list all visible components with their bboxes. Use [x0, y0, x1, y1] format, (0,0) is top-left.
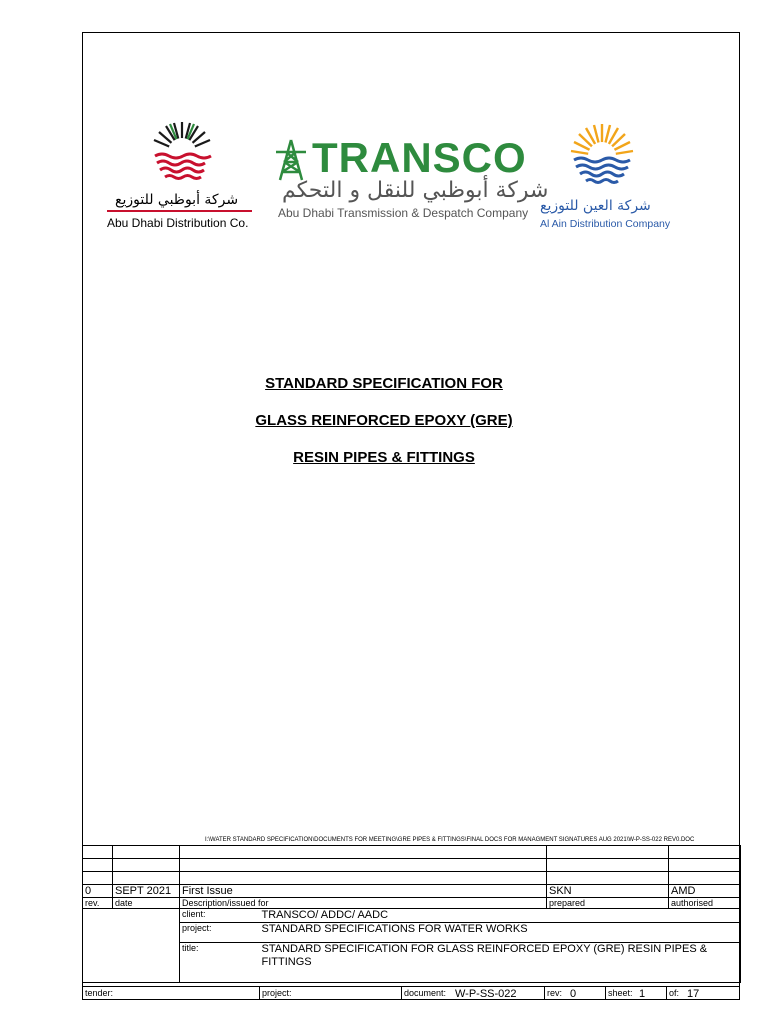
- document-title-line-1: STANDARD SPECIFICATION FOR: [265, 375, 503, 392]
- description-value: First Issue: [180, 885, 547, 898]
- description-header: Description/issued for: [180, 898, 547, 909]
- title-value-line-1: STANDARD SPECIFICATION FOR GLASS REINFORCED EPOXY (GRE) RESIN PIPES &: [261, 943, 708, 955]
- addc-emblem-icon: [147, 118, 217, 188]
- footer-separator: [544, 987, 545, 999]
- date-value: SEPT 2021: [113, 885, 180, 898]
- rev-label: rev:: [547, 988, 563, 998]
- empty-revision-row: [83, 859, 741, 872]
- tender-label: tender:: [85, 988, 114, 998]
- title-value-line-2: FITTINGS: [261, 956, 312, 968]
- footer-strip: [82, 986, 740, 1000]
- document-label: document:: [404, 988, 447, 998]
- revision-row: [83, 885, 741, 898]
- document-number: W-P-SS-022: [455, 988, 517, 1000]
- prepared-value: SKN: [547, 885, 669, 898]
- title-row: [83, 943, 741, 983]
- authorised-header: authorised: [669, 898, 741, 909]
- aadc-arabic-name: شركة العين للتوزيع: [540, 198, 651, 214]
- title-block-table: [82, 845, 741, 983]
- footer-separator: [666, 987, 667, 999]
- sheet-number: 1: [639, 988, 646, 1000]
- empty-revision-row: [83, 872, 741, 885]
- file-path: I:\WATER STANDARD SPECIFICATION\DOCUMENTS FOR MEETING\GRE PIPES & FITTINGS\FINAL DOCS FOR MANAGMENT SIGNATURES AUG 2021\W-P-SS-022 REV0.DOC: [205, 837, 695, 843]
- transco-arabic-name: شركة أبوظبي للنقل و التحكم: [282, 178, 549, 203]
- footer-separator: [259, 987, 260, 999]
- document-title-line-2: GLASS REINFORCED EPOXY (GRE): [255, 412, 513, 429]
- total-sheets: 17: [687, 988, 700, 1000]
- empty-revision-row: [83, 846, 741, 859]
- client-label: client:: [180, 909, 260, 923]
- transco-english-name: Abu Dhabi Transmission & Despatch Company: [278, 206, 529, 220]
- addc-logo: [107, 118, 257, 233]
- transmission-tower-icon: [274, 138, 308, 182]
- aadc-logo: [538, 120, 678, 235]
- addc-arabic-name: شركة أبوظبي للتوزيع: [115, 192, 239, 208]
- project-value: STANDARD SPECIFICATIONS FOR WATER WORKS: [260, 923, 741, 943]
- addc-divider: [107, 210, 252, 212]
- revision-header-row: [83, 898, 741, 909]
- prepared-header: prepared: [547, 898, 669, 909]
- footer-separator: [401, 987, 402, 999]
- of-label: of:: [669, 988, 680, 998]
- authorised-value: AMD: [669, 885, 741, 898]
- title-label: title:: [180, 943, 260, 983]
- footer-project-label: project:: [262, 988, 292, 998]
- transco-logo: [272, 134, 549, 226]
- document-title-line-3: RESIN PIPES & FITTINGS: [293, 449, 475, 466]
- transco-name: TRANSCO: [312, 134, 527, 181]
- sheet-label: sheet:: [608, 988, 633, 998]
- footer-separator: [605, 987, 606, 999]
- rev-header: rev.: [83, 898, 113, 909]
- aadc-english-name: Al Ain Distribution Company: [540, 218, 671, 230]
- client-row: [83, 909, 741, 923]
- project-row: [83, 923, 741, 943]
- addc-english-name: Abu Dhabi Distribution Co.: [107, 216, 249, 230]
- rev-number: 0: [570, 988, 577, 1000]
- client-value: TRANSCO/ ADDC/ AADC: [260, 909, 741, 923]
- project-label: project:: [180, 923, 260, 943]
- date-header: date: [113, 898, 180, 909]
- aadc-emblem-icon: [566, 120, 638, 192]
- rev-value: 0: [83, 885, 113, 898]
